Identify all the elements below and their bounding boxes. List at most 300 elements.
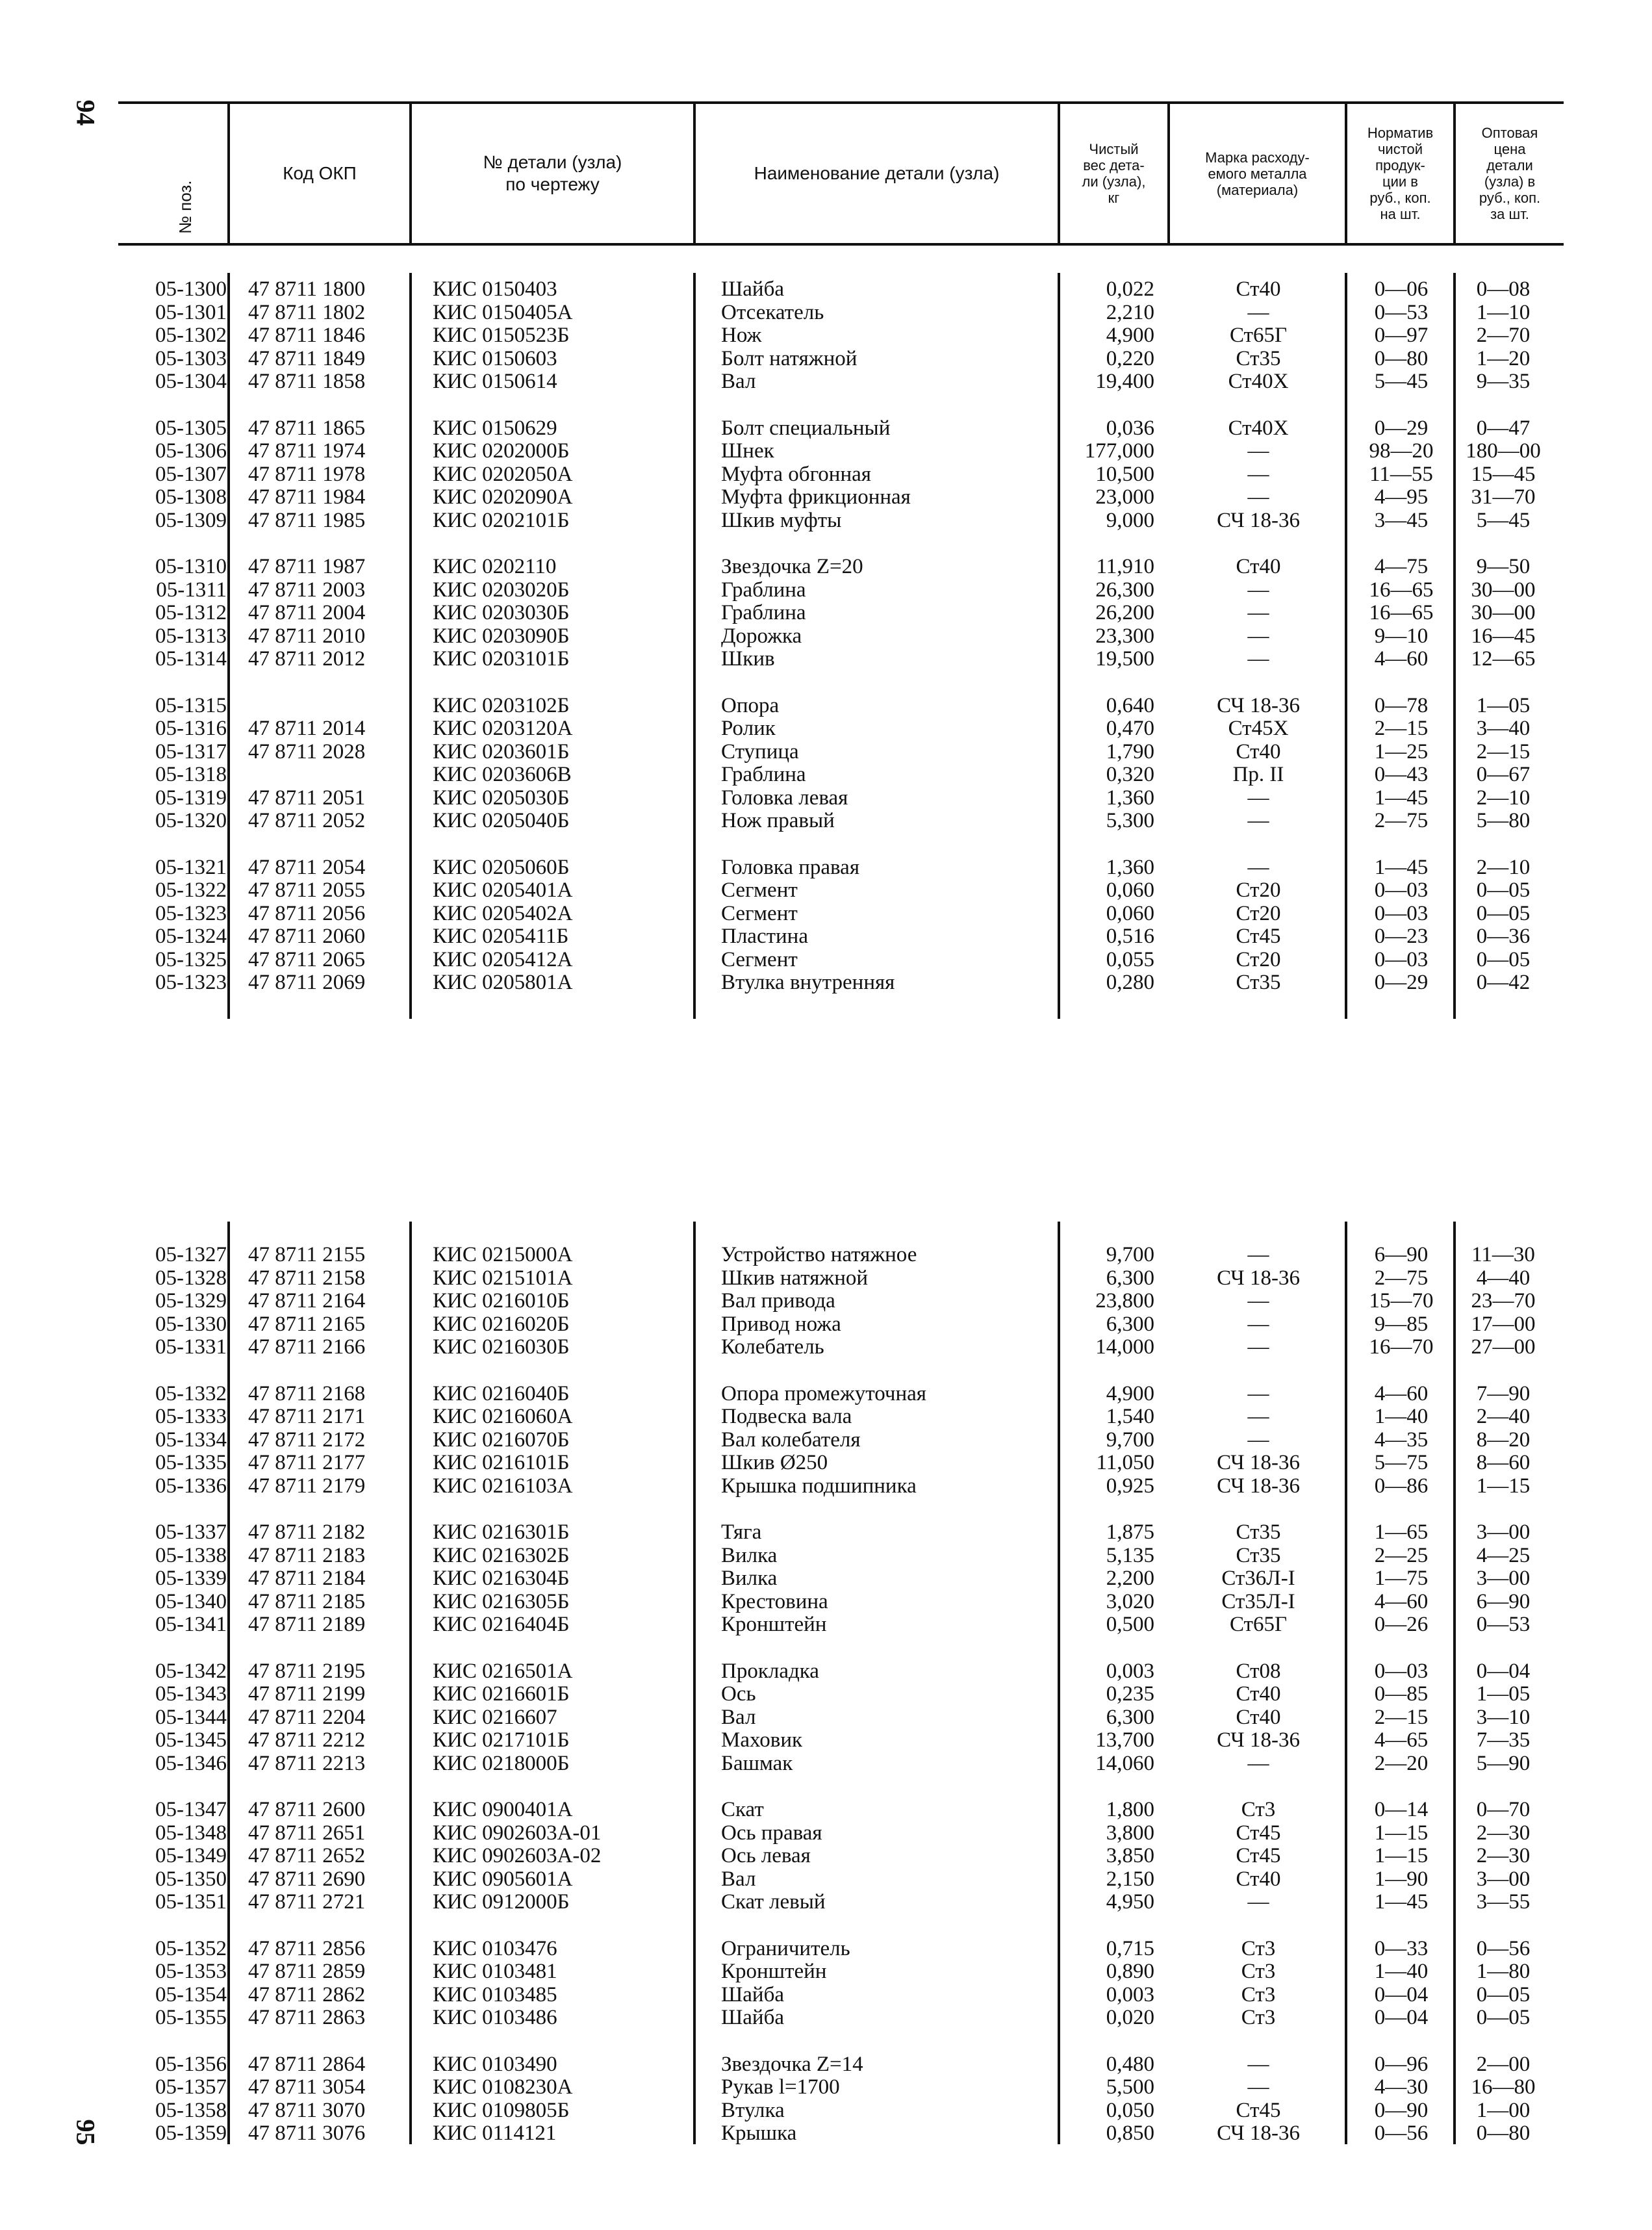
material-cell: Ст3 (1241, 1960, 1276, 1983)
material-cell: — (1247, 1243, 1269, 1266)
okp-code-cell: 47 8711 2863 (248, 2006, 366, 2029)
detail-number-cell: КИС 0216070Б (433, 1428, 570, 1452)
material-cell: — (1247, 786, 1269, 810)
norm-cell: 1—40 (1374, 1405, 1429, 1428)
net-weight-cell: 2,200 (1106, 1567, 1154, 1590)
position-cell: 05-1318 (155, 763, 227, 786)
okp-code-cell: 47 8711 2184 (248, 1567, 366, 1590)
wholesale-price-cell: 2—15 (1476, 739, 1531, 763)
norm-cell: 5—75 (1374, 1451, 1429, 1474)
detail-number-cell: КИС 0216607 (433, 1705, 557, 1729)
row-group (0, 1799, 1652, 1914)
header-norm: Норматив чистой продук- ции в руб., коп. на шт. (1367, 125, 1434, 222)
part-name-cell: Колебатель (721, 1335, 824, 1359)
material-cell: Ст40 (1236, 739, 1281, 763)
wholesale-price-cell: 2—10 (1476, 855, 1531, 879)
detail-number-cell: КИС 0103476 (433, 1936, 557, 1960)
material-cell: Ст35 (1236, 1520, 1281, 1544)
detail-number-cell: КИС 0215101А (433, 1266, 573, 1290)
okp-code-cell: 47 8711 1849 (248, 346, 366, 370)
net-weight-cell: 3,020 (1106, 1589, 1154, 1613)
okp-code-cell: 47 8711 2165 (248, 1312, 366, 1336)
detail-number-cell: КИС 0205402А (433, 901, 573, 925)
detail-number-cell: КИС 0202000Б (433, 439, 570, 463)
net-weight-cell: 0,050 (1106, 2098, 1154, 2122)
wholesale-price-cell: 9—50 (1476, 555, 1531, 578)
position-cell: 05-1306 (155, 439, 227, 463)
wholesale-price-cell: 2—00 (1476, 2052, 1531, 2076)
norm-cell: 1—15 (1374, 1844, 1429, 1867)
norm-cell: 0—04 (1374, 1982, 1429, 2006)
part-name-cell: Прокладка (721, 1659, 819, 1683)
position-cell: 05-1333 (155, 1405, 227, 1428)
wholesale-price-cell: 1—20 (1476, 346, 1531, 370)
table-row (0, 1938, 1652, 1961)
part-name-cell: Звездочка Z=20 (721, 555, 863, 578)
table-row (0, 324, 1652, 348)
table-row (0, 1244, 1652, 1267)
net-weight-cell: 5,300 (1106, 809, 1154, 832)
table-row (0, 1544, 1652, 1568)
table-row (0, 1475, 1652, 1498)
wholesale-price-cell: 0—05 (1476, 1982, 1531, 2006)
part-name-cell: Звездочка Z=14 (721, 2052, 863, 2076)
table-row (0, 1452, 1652, 1475)
table-row (0, 695, 1652, 718)
net-weight-cell: 0,022 (1106, 277, 1154, 301)
net-weight-cell: 23,300 (1095, 624, 1154, 648)
part-name-cell: Шайба (721, 277, 785, 301)
position-cell: 05-1322 (155, 878, 227, 902)
detail-number-cell: КИС 0216103А (433, 1474, 573, 1498)
wholesale-price-cell: 1—05 (1476, 693, 1531, 717)
table-row (0, 1429, 1652, 1452)
material-cell: Ст45 (1236, 925, 1281, 948)
wholesale-price-cell: 2—30 (1476, 1821, 1531, 1845)
detail-number-cell: КИС 0205030Б (433, 786, 570, 810)
material-cell: СЧ 18-36 (1217, 2121, 1300, 2145)
wholesale-price-cell: 5—45 (1476, 508, 1531, 532)
part-name-cell: Кронштейн (721, 1960, 827, 1983)
norm-cell: 2—75 (1374, 809, 1429, 832)
net-weight-cell: 10,500 (1095, 462, 1154, 486)
position-cell: 05-1351 (155, 1890, 227, 1914)
detail-number-cell: КИС 0114121 (433, 2121, 557, 2145)
position-cell: 05-1329 (155, 1289, 227, 1313)
detail-number-cell: КИС 0203601Б (433, 739, 570, 763)
part-name-cell: Дорожка (721, 624, 802, 648)
table-row (0, 648, 1652, 671)
header-detail-no: № детали (узла) по чертежу (483, 152, 622, 194)
net-weight-cell: 6,300 (1106, 1266, 1154, 1290)
material-cell: Ст40Х (1228, 416, 1289, 440)
wholesale-price-cell: 0—05 (1476, 2006, 1531, 2029)
header-price: Оптовая цена детали (узла) в руб., коп. за шт. (1479, 125, 1541, 222)
part-name-cell: Муфта фрикционная (721, 485, 911, 509)
detail-number-cell: КИС 0205801А (433, 971, 573, 994)
part-name-cell: Муфта обгонная (721, 462, 871, 486)
norm-cell: 1—65 (1374, 1520, 1429, 1544)
row-group (0, 556, 1652, 671)
row-group (0, 1244, 1652, 1359)
position-cell: 05-1356 (155, 2052, 227, 2076)
detail-number-cell: КИС 0203101Б (433, 647, 570, 671)
material-cell: Ст45Х (1228, 717, 1289, 740)
table-row (0, 2006, 1652, 2030)
detail-number-cell: КИС 0203120А (433, 717, 573, 740)
part-name-cell: Сегмент (721, 878, 798, 902)
part-name-cell: Втулка внутренняя (721, 971, 895, 994)
net-weight-cell: 4,900 (1106, 324, 1154, 347)
table-row (0, 763, 1652, 787)
part-name-cell: Втулка (721, 2098, 785, 2122)
wholesale-price-cell: 180—00 (1466, 439, 1541, 463)
position-cell: 05-1323 (155, 901, 227, 925)
part-name-cell: Болт натяжной (721, 346, 858, 370)
table-row (0, 1706, 1652, 1730)
net-weight-cell: 1,800 (1106, 1798, 1154, 1821)
norm-cell: 0—86 (1374, 1474, 1429, 1498)
wholesale-price-cell: 3—10 (1476, 1705, 1531, 1729)
okp-code-cell: 47 8711 2177 (248, 1451, 366, 1474)
table-row (0, 1290, 1652, 1313)
position-cell: 05-1341 (155, 1613, 227, 1636)
table-row (0, 579, 1652, 602)
position-cell: 05-1315 (155, 693, 227, 717)
net-weight-cell: 1,360 (1106, 786, 1154, 810)
position-cell: 05-1338 (155, 1543, 227, 1567)
material-cell: СЧ 18-36 (1217, 1474, 1300, 1498)
detail-number-cell: КИС 0205411Б (433, 925, 569, 948)
position-cell: 05-1325 (155, 947, 227, 971)
okp-code-cell: 47 8711 2012 (248, 647, 366, 671)
norm-cell: 1—90 (1374, 1867, 1429, 1891)
norm-cell: 0—97 (1374, 324, 1429, 347)
detail-number-cell: КИС 0216304Б (433, 1567, 570, 1590)
detail-number-cell: КИС 0216060А (433, 1405, 573, 1428)
material-cell: Ст40 (1236, 1705, 1281, 1729)
wholesale-price-cell: 1—80 (1476, 1960, 1531, 1983)
position-cell: 05-1311 (156, 578, 227, 602)
detail-number-cell: КИС 0216305Б (433, 1589, 570, 1613)
okp-code-cell: 47 8711 2213 (248, 1751, 366, 1775)
detail-number-cell: КИС 0103481 (433, 1960, 557, 1983)
okp-code-cell: 47 8711 3076 (248, 2121, 366, 2145)
norm-cell: 0—96 (1374, 2052, 1429, 2076)
norm-cell: 4—35 (1374, 1428, 1429, 1452)
part-name-cell: Шайба (721, 2006, 785, 2029)
okp-code-cell: 47 8711 1802 (248, 300, 366, 324)
position-cell: 05-1345 (155, 1728, 227, 1752)
part-name-cell: Ступица (721, 739, 799, 763)
material-cell: Ст35Л-I (1221, 1589, 1295, 1613)
table-row (0, 509, 1652, 533)
wholesale-price-cell: 30—00 (1471, 578, 1536, 602)
part-name-cell: Тяга (721, 1520, 762, 1544)
part-name-cell: Вал привода (721, 1289, 835, 1313)
table-row (0, 1799, 1652, 1822)
material-cell: Ст35 (1236, 971, 1281, 994)
wholesale-price-cell: 12—65 (1471, 647, 1536, 671)
part-name-cell: Вал (721, 1867, 756, 1891)
material-cell: Ст3 (1241, 2006, 1276, 2029)
material-cell: — (1247, 2075, 1269, 2099)
okp-code-cell: 47 8711 2010 (248, 624, 366, 648)
table-row (0, 1383, 1652, 1406)
net-weight-cell: 3,850 (1106, 1844, 1154, 1867)
part-name-cell: Шайба (721, 1982, 785, 2006)
row-group (0, 1383, 1652, 1498)
detail-number-cell: КИС 0900401А (433, 1798, 573, 1821)
net-weight-cell: 0,640 (1106, 693, 1154, 717)
norm-cell: 0—29 (1374, 416, 1429, 440)
table-row (0, 1845, 1652, 1868)
net-weight-cell: 0,516 (1106, 925, 1154, 948)
part-name-cell: Кронштейн (721, 1613, 827, 1636)
position-cell: 05-1342 (155, 1659, 227, 1683)
material-cell: — (1247, 1890, 1269, 1914)
norm-cell: 2—75 (1374, 1266, 1429, 1290)
norm-cell: 4—65 (1374, 1728, 1429, 1752)
wholesale-price-cell: 2—40 (1476, 1405, 1531, 1428)
table-row (0, 2119, 1652, 2146)
norm-cell: 2—15 (1374, 1705, 1429, 1729)
part-name-cell: Граблина (721, 601, 806, 624)
material-cell: Ст40 (1236, 277, 1281, 301)
position-cell: 05-1331 (155, 1335, 227, 1359)
norm-cell: 0—53 (1374, 300, 1429, 324)
table-row (0, 1960, 1652, 1984)
net-weight-cell: 9,000 (1106, 508, 1154, 532)
part-name-cell: Ограничитель (721, 1936, 850, 1960)
okp-code-cell: 47 8711 2856 (248, 1936, 366, 1960)
okp-code-cell: 47 8711 2060 (248, 925, 366, 948)
wholesale-price-cell: 15—45 (1471, 462, 1536, 486)
norm-cell: 0—78 (1374, 693, 1429, 717)
table-row (0, 1868, 1652, 1891)
net-weight-cell: 0,480 (1106, 2052, 1154, 2076)
material-cell: Ст40 (1236, 555, 1281, 578)
wholesale-price-cell: 1—15 (1476, 1474, 1531, 1498)
position-cell: 05-1312 (155, 601, 227, 624)
position-cell: 05-1301 (155, 300, 227, 324)
part-name-cell: Крышка (721, 2121, 797, 2145)
position-cell: 05-1353 (155, 1960, 227, 1983)
row-group (0, 1660, 1652, 1776)
position-cell: 05-1357 (155, 2075, 227, 2099)
part-name-cell: Ось (721, 1682, 756, 1706)
norm-cell: 0—03 (1374, 947, 1429, 971)
page-number-bottom: 95 (71, 2119, 101, 2146)
detail-number-cell: КИС 0103485 (433, 1982, 557, 2006)
position-cell: 05-1335 (155, 1451, 227, 1474)
position-cell: 05-1336 (155, 1474, 227, 1498)
part-name-cell: Шкив (721, 647, 775, 671)
wholesale-price-cell: 2—30 (1476, 1844, 1531, 1867)
header-weight: Чистый вес дета- ли (узла), кг (1082, 141, 1146, 206)
table-row (0, 1405, 1652, 1429)
table-row (0, 1613, 1652, 1637)
wholesale-price-cell: 16—80 (1471, 2075, 1536, 2099)
position-cell: 05-1320 (155, 809, 227, 832)
norm-cell: 16—65 (1369, 578, 1434, 602)
page-number-top: 94 (71, 99, 101, 126)
norm-cell: 2—20 (1374, 1751, 1429, 1775)
norm-cell: 11—55 (1369, 462, 1433, 486)
wholesale-price-cell: 0—67 (1476, 763, 1531, 786)
header-bottom-rule (118, 243, 1564, 246)
part-name-cell: Опора (721, 693, 780, 717)
table-row (0, 1267, 1652, 1290)
okp-code-cell: 47 8711 2054 (248, 855, 366, 879)
part-name-cell: Сегмент (721, 901, 798, 925)
okp-code-cell: 47 8711 2168 (248, 1381, 366, 1405)
table-section-bottom (0, 1244, 1652, 2169)
position-cell: 05-1344 (155, 1705, 227, 1729)
okp-code-cell: 47 8711 2014 (248, 717, 366, 740)
okp-code-cell: 47 8711 2182 (248, 1520, 366, 1544)
net-weight-cell: 0,320 (1106, 763, 1154, 786)
detail-number-cell: КИС 0205040Б (433, 809, 570, 832)
wholesale-price-cell: 0—53 (1476, 1613, 1531, 1636)
norm-cell: 0—04 (1374, 2006, 1429, 2029)
part-name-cell: Шкив Ø250 (721, 1451, 828, 1474)
okp-code-cell: 47 8711 2052 (248, 809, 366, 832)
position-cell: 05-1316 (155, 717, 227, 740)
net-weight-cell: 26,200 (1095, 601, 1154, 624)
position-cell: 05-1340 (155, 1589, 227, 1613)
norm-cell: 0—06 (1374, 277, 1429, 301)
net-weight-cell: 6,300 (1106, 1312, 1154, 1336)
wholesale-price-cell: 3—40 (1476, 717, 1531, 740)
table-row (0, 856, 1652, 880)
material-cell: Ст08 (1236, 1659, 1281, 1683)
okp-code-cell: 47 8711 2051 (248, 786, 366, 810)
detail-number-cell: КИС 0150403 (433, 277, 557, 301)
okp-code-cell: 47 8711 2651 (248, 1821, 366, 1845)
norm-cell: 4—60 (1374, 1589, 1429, 1613)
material-cell: Ст3 (1241, 1798, 1276, 1821)
position-cell: 05-1358 (155, 2098, 227, 2122)
table-row (0, 440, 1652, 463)
detail-number-cell: КИС 0202110 (433, 555, 557, 578)
position-cell: 05-1304 (155, 370, 227, 393)
table-row (0, 1683, 1652, 1706)
norm-cell: 3—45 (1374, 508, 1429, 532)
net-weight-cell: 0,220 (1106, 346, 1154, 370)
okp-code-cell: 47 8711 2003 (248, 578, 366, 602)
position-cell: 05-1317 (155, 739, 227, 763)
material-cell: Ст20 (1236, 878, 1281, 902)
wholesale-price-cell: 5—90 (1476, 1751, 1531, 1775)
detail-number-cell: КИС 0150629 (433, 416, 557, 440)
okp-code-cell: 47 8711 2056 (248, 901, 366, 925)
detail-number-cell: КИС 0216101Б (433, 1451, 570, 1474)
okp-code-cell: 47 8711 1987 (248, 555, 366, 578)
okp-code-cell: 47 8711 2600 (248, 1798, 366, 1821)
material-cell: Ст40 (1236, 1867, 1281, 1891)
norm-cell: 0—85 (1374, 1682, 1429, 1706)
norm-cell: 1—15 (1374, 1821, 1429, 1845)
okp-code-cell: 47 8711 2652 (248, 1844, 366, 1867)
header-pos: № поз. (175, 180, 195, 234)
wholesale-price-cell: 0—05 (1476, 947, 1531, 971)
norm-cell: 5—45 (1374, 370, 1429, 393)
material-cell: — (1247, 1289, 1269, 1313)
material-cell: Ст65Г (1229, 1613, 1288, 1636)
row-group (0, 1521, 1652, 1637)
position-cell: 05-1339 (155, 1567, 227, 1590)
okp-code-cell: 47 8711 1858 (248, 370, 366, 393)
material-cell: Пр. II (1232, 763, 1284, 786)
norm-cell: 0—03 (1374, 901, 1429, 925)
material-cell: СЧ 18-36 (1217, 1451, 1300, 1474)
detail-number-cell: КИС 0203020Б (433, 578, 570, 602)
okp-code-cell: 47 8711 2069 (248, 971, 366, 994)
material-cell: — (1247, 485, 1269, 509)
table-row (0, 903, 1652, 926)
norm-cell: 1—45 (1374, 855, 1429, 879)
position-cell: 05-1330 (155, 1312, 227, 1336)
table-row (0, 1984, 1652, 2007)
part-name-cell: Крестовина (721, 1589, 828, 1613)
okp-code-cell: 47 8711 2195 (248, 1659, 366, 1683)
table-row (0, 810, 1652, 833)
part-name-cell: Рукав l=1700 (721, 2075, 840, 2099)
material-cell: СЧ 18-36 (1217, 1728, 1300, 1752)
material-cell: — (1247, 1751, 1269, 1775)
norm-cell: 16—70 (1369, 1335, 1434, 1359)
position-cell: 05-1337 (155, 1520, 227, 1544)
net-weight-cell: 0,925 (1106, 1474, 1154, 1498)
material-cell: Ст20 (1236, 901, 1281, 925)
wholesale-price-cell: 0—47 (1476, 416, 1531, 440)
net-weight-cell: 0,470 (1106, 717, 1154, 740)
table-row (0, 602, 1652, 625)
norm-cell: 1—75 (1374, 1567, 1429, 1590)
position-cell: 05-1303 (155, 346, 227, 370)
okp-code-cell: 47 8711 2155 (248, 1243, 366, 1266)
wholesale-price-cell: 0—04 (1476, 1659, 1531, 1683)
table-row (0, 787, 1652, 810)
table-row (0, 301, 1652, 325)
norm-cell: 1—40 (1374, 1960, 1429, 1983)
detail-number-cell: КИС 0150603 (433, 346, 557, 370)
wholesale-price-cell: 5—80 (1476, 809, 1531, 832)
position-cell: 05-1332 (155, 1381, 227, 1405)
position-cell: 05-1307 (155, 462, 227, 486)
wholesale-price-cell: 3—55 (1476, 1890, 1531, 1914)
wholesale-price-cell: 0—42 (1476, 971, 1531, 994)
wholesale-price-cell: 3—00 (1476, 1520, 1531, 1544)
table-row (0, 1521, 1652, 1544)
material-cell: Ст3 (1241, 1982, 1276, 2006)
okp-code-cell: 47 8711 2212 (248, 1728, 366, 1752)
material-cell: Ст20 (1236, 947, 1281, 971)
row-group (0, 2053, 1652, 2146)
norm-cell: 4—30 (1374, 2075, 1429, 2099)
part-name-cell: Подвеска вала (721, 1405, 852, 1428)
part-name-cell: Привод ножа (721, 1312, 841, 1336)
norm-cell: 0—33 (1374, 1936, 1429, 1960)
part-name-cell: Устройство натяжное (721, 1243, 917, 1266)
okp-code-cell: 47 8711 2864 (248, 2052, 366, 2076)
wholesale-price-cell: 2—70 (1476, 324, 1531, 347)
norm-cell: 6—90 (1374, 1243, 1429, 1266)
material-cell: — (1247, 578, 1269, 602)
position-cell: 05-1352 (155, 1936, 227, 1960)
wholesale-price-cell: 27—00 (1471, 1335, 1536, 1359)
